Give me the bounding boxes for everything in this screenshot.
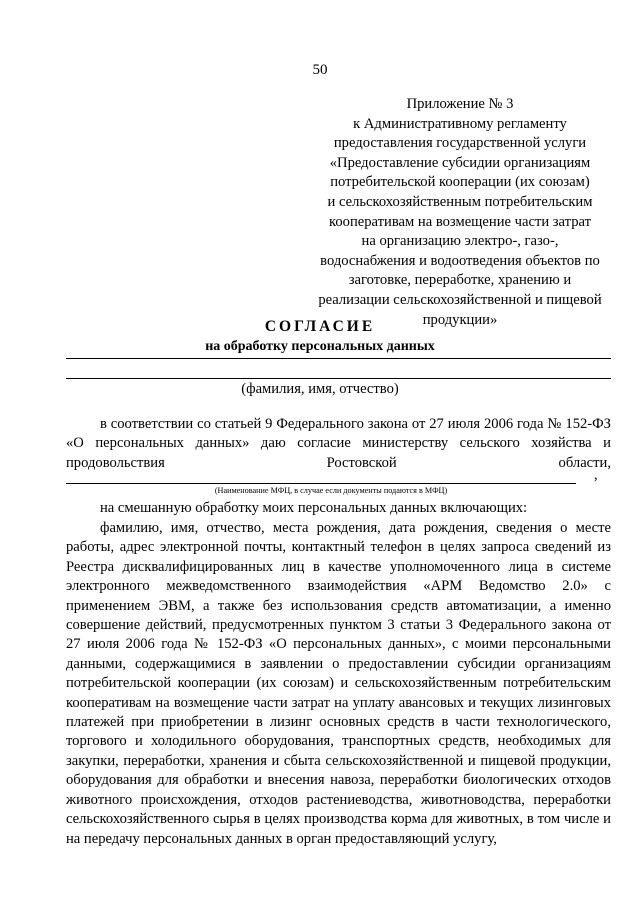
fill-in-line — [66, 358, 611, 359]
intro-text: в соответствии со статьей 9 Федерального закона от 27 июля 2006 года № 152-ФЗ «О персональных данных» даю согласие министерству сельского хозяйства и продовольствия Ростовской области, — [66, 416, 611, 471]
appendix-line: к Административному регламенту — [353, 115, 567, 132]
intro-paragraph — [66, 415, 611, 473]
appendix-line: продукции» — [422, 311, 498, 328]
appendix-line: потребительской кооперации (их союзам) — [330, 174, 590, 191]
appendix-header — [300, 95, 620, 330]
appendix-line: кооперативам на возмещение части затрат — [329, 213, 591, 230]
page-number: 50 — [312, 62, 328, 78]
fio-fill-line — [66, 378, 611, 379]
document-subtitle: на обработку персональных данных — [205, 339, 435, 354]
mfc-caption: (Наименование МФЦ, в случае если документы подаются в МФЦ) — [214, 486, 448, 495]
appendix-line: Приложение № 3 — [406, 96, 514, 112]
appendix-line: заготовке, переработке, хранению и — [348, 272, 572, 289]
appendix-line: предоставления государственной услуги — [333, 135, 587, 152]
comma-mark: , — [594, 467, 598, 483]
fio-caption: (фамилия, имя, отчество) — [241, 381, 399, 397]
appendix-line: водоснабжения и водоотведения объектов по — [320, 252, 600, 269]
appendix-line: на организацию электро-, газо-, — [361, 233, 559, 250]
appendix-line: реализации сельскохозяйственной и пищевой — [318, 291, 602, 308]
appendix-line: «Предоставление субсидии организациям — [329, 154, 591, 171]
mfc-fill-line — [66, 483, 576, 484]
document-title: СОГЛАСИЕ — [264, 318, 376, 335]
consent-body-paragraph: фамилию, имя, отчество, места рождения, дата рождения, сведения о месте работы, адрес электронной почты, контактный телефон в целях запроса сведений из Реестра дисквалифицированных лиц в качестве уполномоченного лица в системе электронного межведомственного взаимодействия «АРМ Ведомство 2.0» с применением ЭВМ, а также без использования средств автоматизации, а именно совершение действий, предусмотренных пунктом 3 статьи 3 Федерального закона от 27 июля 2006 года № 152-ФЗ «О персональных данных», с моими персональными данными, содержащимися в заявлении о предоставлении субсидии организациям потребительской кооперации (их союзам) и сельскохозяйственным потребительским кооперативам на возмещение части затрат на уплату авансовых и текущих лизинговых платежей при приобретении в лизинг основных средств в части технологического, торгового и холодильного оборудования, транспортных средств, необходимых для закупки, переработки, хранения и сбыта сельскохозяйственной и пищевой продукции, оборудования для обработки и внесения навоза, переработки биологических отходов животного происхождения, отходов растениеводства, животноводства, переработки сельскохозяйственного сырья в целях производства корма для животных, в том числе и на передачу персональных данных в орган предоставляющий услугу, — [66, 520, 611, 847]
appendix-line: и сельскохозяйственным потребительским — [327, 193, 593, 210]
mixed-processing-line: на смешанную обработку моих персональных данных включающих: — [100, 500, 528, 516]
